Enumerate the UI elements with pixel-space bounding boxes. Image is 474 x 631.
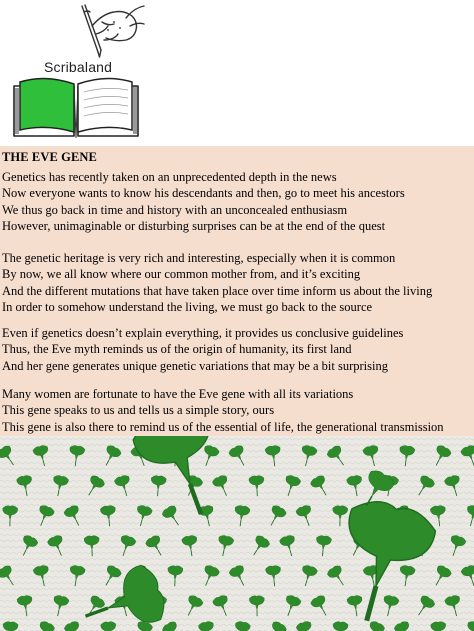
poem-line: Many women are fortunate to have the Eve gene with all its variations <box>2 387 354 401</box>
logo-area <box>0 0 474 146</box>
poem-line: And her gene generates unique genetic variations that may be a bit surprising <box>2 358 388 373</box>
poem-line: This gene is also there to remind us of the essential of life, the generational transmission <box>2 419 444 434</box>
poem-line: Thus, the Eve myth reminds us of the origin of humanity, its first land <box>2 342 352 357</box>
poem-line: However, unimaginable or disturbing surprises can be at the end of the quest <box>2 218 386 233</box>
poem-line: Genetics has recently taken on an unprecedented depth in the news <box>2 170 337 184</box>
poem-line: And the different mutations that have taken place over time inform us about the living <box>2 283 433 298</box>
poem-panel <box>0 146 474 436</box>
poem-line: By now, we all know where our common mother from, and it’s exciting <box>2 267 361 282</box>
ginkgo-pattern-svg <box>0 436 474 631</box>
stanza-2 <box>2 250 432 315</box>
poem-line: Even if genetics doesn’t explain everything, it provides us conclusive guidelines <box>2 326 404 340</box>
ginkgo-pattern <box>0 436 474 631</box>
stanza-3 <box>2 325 403 374</box>
poem-line: This gene speaks to us and tells us a simple story, ours <box>2 403 275 418</box>
poem-line: The genetic heritage is very rich and interesting, especially when it is common <box>2 251 396 265</box>
open-book-icon <box>10 76 142 140</box>
logo-title: Scribaland <box>44 59 113 75</box>
poem-line: In order to somehow understand the living, we must go back to the source <box>2 299 373 314</box>
pen-hand-icon <box>68 0 148 58</box>
stanza-4 <box>2 386 444 435</box>
poem-line: We thus go back in time and history with an unconcealed enthusiasm <box>2 202 348 217</box>
stanza-1 <box>2 169 405 234</box>
poem-title: THE EVE GENE <box>2 150 97 164</box>
poem-line: Now everyone wants to know his descendants and then, go to meet his ancestors <box>2 186 405 201</box>
